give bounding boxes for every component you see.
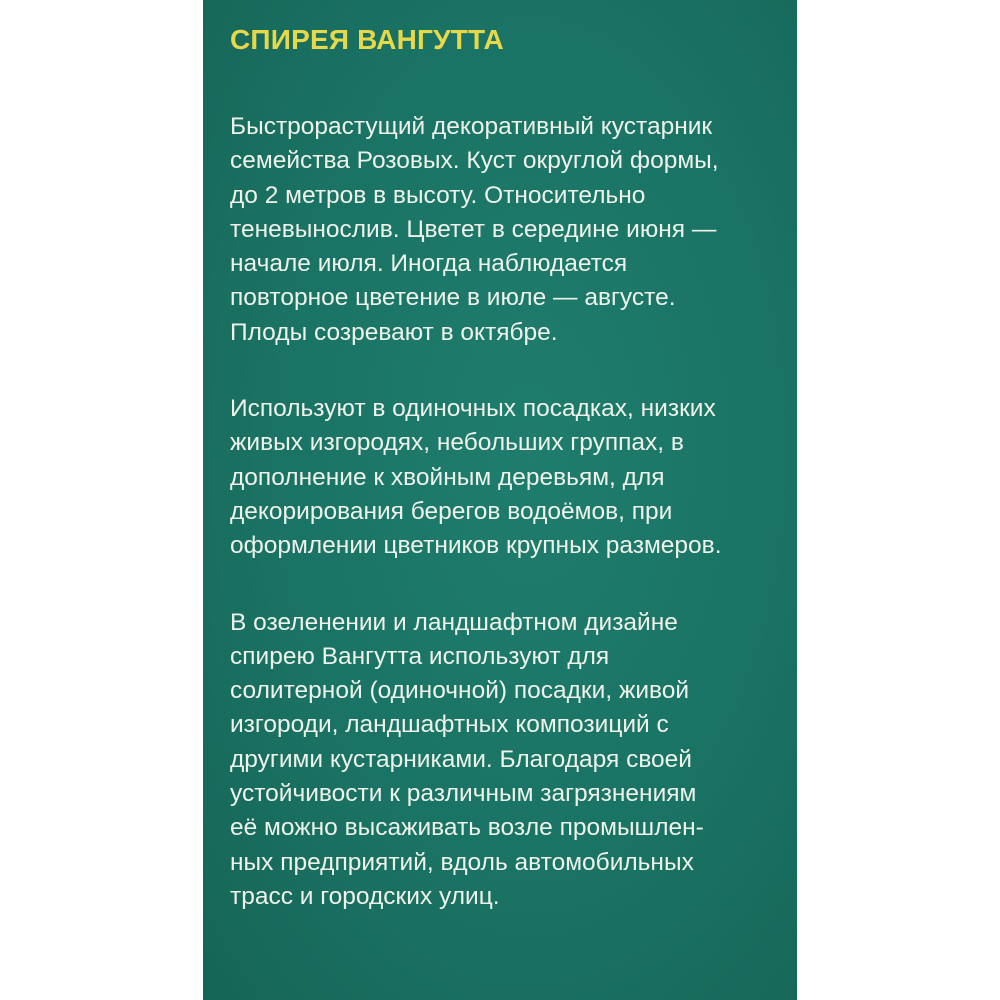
text-line: спирею Вангутта используют для bbox=[230, 642, 610, 670]
text-line: Быстрорастущий декоративный кустарник bbox=[230, 113, 713, 140]
text-line: изгороди, ландшафтных композиций с bbox=[230, 711, 669, 739]
landscape-paragraph-3 bbox=[230, 606, 773, 915]
text-line: семейства Розовых. Куст округлой формы, bbox=[230, 147, 719, 175]
text-line: устойчивости к различным загрязнениям bbox=[230, 780, 697, 808]
text-line: её можно высаживать возле промышлен- bbox=[230, 814, 704, 842]
text-line: оформлении цветников крупных размеров. bbox=[230, 532, 722, 560]
description-paragraph-1 bbox=[230, 110, 773, 350]
text-line: дополнение к хвойным деревьям, для bbox=[230, 463, 665, 491]
plant-title: СПИРЕЯ ВАНГУТТА bbox=[230, 24, 504, 55]
text-line: солитерной (одиночной) посадки, живой bbox=[230, 677, 690, 705]
text-line: начале июля. Иногда наблюдается bbox=[230, 250, 628, 278]
text-line: живых изгородях, небольших группах, в bbox=[230, 429, 684, 457]
text-line: Плоды созревают в октябре. bbox=[230, 318, 558, 346]
usage-paragraph-2 bbox=[230, 392, 773, 563]
text-line: декорирования берегов водоёмов, при bbox=[230, 497, 673, 525]
text-line: теневынослив. Цветет в середине июня — bbox=[230, 215, 717, 243]
text-line: ных предприятий, вдоль автомобильных bbox=[230, 848, 694, 876]
product-description-card bbox=[203, 0, 797, 1000]
text-line: В озеленении и ландшафтном дизайне bbox=[230, 608, 678, 636]
text-line: другими кустарниками. Благодаря своей bbox=[230, 745, 692, 773]
text-line: Используют в одиночных посадках, низких bbox=[230, 395, 716, 423]
text-line: повторное цветение в июле — августе. bbox=[230, 284, 676, 312]
text-line: трасс и городских улиц. bbox=[230, 882, 500, 910]
text-line: до 2 метров в высоту. Относительно bbox=[230, 181, 646, 209]
